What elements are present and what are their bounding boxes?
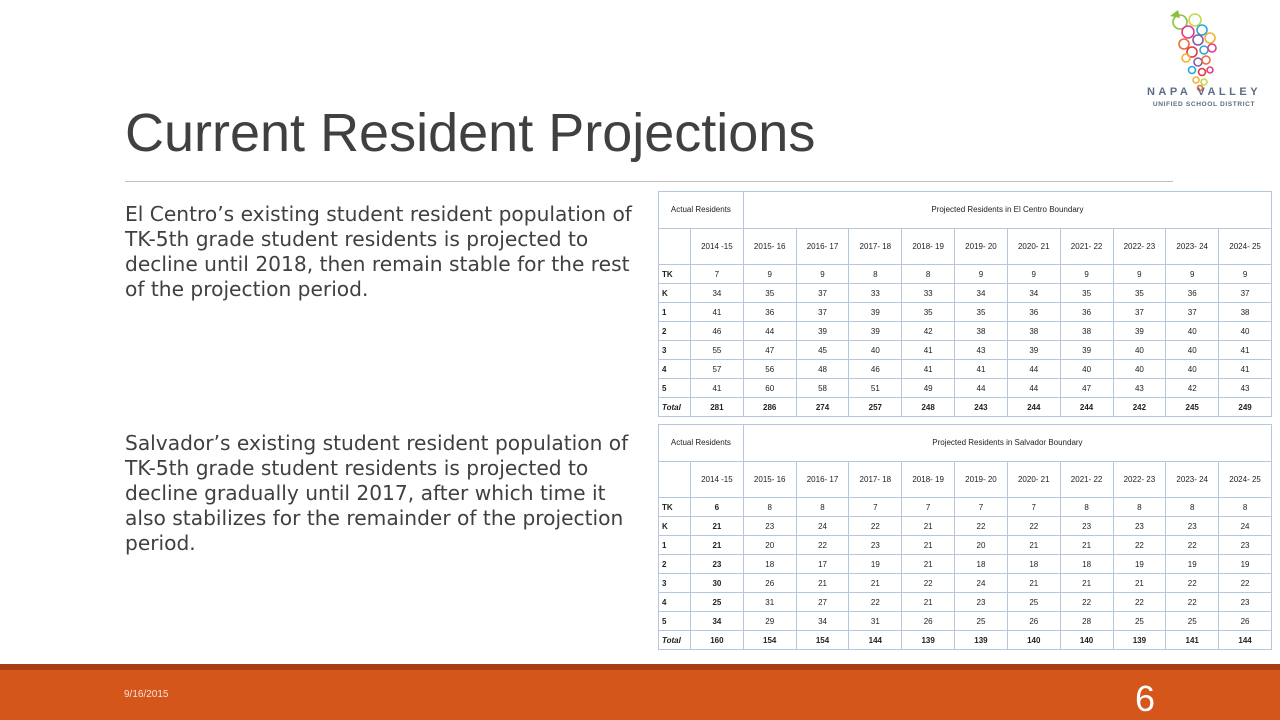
table-cell: 23 (691, 555, 744, 574)
year-header-cell: 2016- 17 (796, 229, 849, 265)
table-cell: 46 (691, 322, 744, 341)
table-cell: 23 (1166, 517, 1219, 536)
table-row (659, 303, 1272, 322)
table-cell: 40 (1166, 360, 1219, 379)
table-cell: 286 (743, 398, 796, 417)
table-cell: 35 (955, 303, 1008, 322)
table-cell: 39 (796, 322, 849, 341)
table-cell: 17 (796, 555, 849, 574)
table-cell: 21 (902, 555, 955, 574)
table-cell: 42 (1166, 379, 1219, 398)
grade-label: 3 (659, 341, 691, 360)
table-cell: 21 (902, 536, 955, 555)
table-cell: 22 (849, 517, 902, 536)
table-cell: 36 (743, 303, 796, 322)
table-cell: 34 (691, 612, 744, 631)
table-cell: 25 (955, 612, 1008, 631)
table-cell: 281 (691, 398, 744, 417)
table-cell: 244 (1060, 398, 1113, 417)
logo-grape-circle (1182, 26, 1194, 38)
table-cell: 43 (1113, 379, 1166, 398)
table-cell: 144 (1219, 631, 1272, 650)
table-cell: 38 (1007, 322, 1060, 341)
year-header-cell: 2021- 22 (1060, 229, 1113, 265)
table-cell: 8 (1166, 498, 1219, 517)
table-cell: 39 (849, 303, 902, 322)
table-cell: 140 (1007, 631, 1060, 650)
year-header-cell: 2014 -15 (691, 462, 744, 498)
grade-label: Total (659, 398, 691, 417)
table-cell: 22 (1113, 593, 1166, 612)
logo-grape-circle (1199, 69, 1206, 76)
table-row (659, 284, 1272, 303)
table-cell: 8 (1113, 498, 1166, 517)
table-cell: 7 (691, 265, 744, 284)
table-cell: 39 (1060, 341, 1113, 360)
table-cell: 47 (743, 341, 796, 360)
table-cell: 249 (1219, 398, 1272, 417)
table-cell: 20 (955, 536, 1008, 555)
table-cell: 35 (743, 284, 796, 303)
year-header-cell: 2014 -15 (691, 229, 744, 265)
table-cell: 56 (743, 360, 796, 379)
year-header-cell: 2020- 21 (1007, 229, 1060, 265)
table-cell: 41 (955, 360, 1008, 379)
logo-leaf (1170, 10, 1180, 18)
table-cell: 44 (743, 322, 796, 341)
table-cell: 44 (1007, 379, 1060, 398)
table-header-row (659, 192, 1272, 229)
logo-grape-circle (1202, 56, 1210, 64)
table-cell: 20 (743, 536, 796, 555)
table-cell: 40 (1219, 322, 1272, 341)
table-cell: 9 (1007, 265, 1060, 284)
year-header-cell: 2022- 23 (1113, 462, 1166, 498)
table-cell: 26 (743, 574, 796, 593)
year-header-cell: 2023- 24 (1166, 229, 1219, 265)
table-cell: 21 (691, 517, 744, 536)
grade-label: 2 (659, 322, 691, 341)
table-cell: 39 (849, 322, 902, 341)
year-header-row (659, 462, 1272, 498)
table-cell: 40 (1113, 341, 1166, 360)
table-cell: 19 (1113, 555, 1166, 574)
logo-grape-circle (1179, 39, 1189, 49)
table-cell: 40 (1166, 322, 1219, 341)
table-cell: 28 (1060, 612, 1113, 631)
table-cell: 144 (849, 631, 902, 650)
table-cell: 8 (743, 498, 796, 517)
table-cell: 25 (1007, 593, 1060, 612)
grade-label: 3 (659, 574, 691, 593)
table-cell: 27 (796, 593, 849, 612)
table-cell: 22 (902, 574, 955, 593)
table-cell: 9 (1113, 265, 1166, 284)
table-cell: 37 (796, 303, 849, 322)
table-cell: 8 (1060, 498, 1113, 517)
logo-grape-circle (1189, 67, 1196, 74)
table-cell: 26 (902, 612, 955, 631)
table-cell: 41 (1219, 341, 1272, 360)
table-cell: 7 (1007, 498, 1060, 517)
table-cell: 22 (849, 593, 902, 612)
table-row (659, 612, 1272, 631)
footer-date: 9/16/2015 (124, 689, 169, 700)
table-row (659, 498, 1272, 517)
table-cell: 24 (955, 574, 1008, 593)
year-header-cell: 2023- 24 (1166, 462, 1219, 498)
table-cell: 9 (955, 265, 1008, 284)
table-cell: 57 (691, 360, 744, 379)
table-cell: 40 (1113, 360, 1166, 379)
year-header-cell: 2017- 18 (849, 462, 902, 498)
table-cell: 9 (1060, 265, 1113, 284)
salvador-paragraph: Salvador’s existing student resident population of TK-5th grade student residents is projected to decline gradually until 2017, after which time it also stabilizes for the remainder of the projection period. (125, 431, 629, 555)
table-cell: 38 (1219, 303, 1272, 322)
table-row (659, 517, 1272, 536)
grade-label: 1 (659, 536, 691, 555)
table-cell: 21 (1113, 574, 1166, 593)
table-row (659, 265, 1272, 284)
table-cell: 139 (955, 631, 1008, 650)
table-cell: 25 (691, 593, 744, 612)
table-cell: 43 (1219, 379, 1272, 398)
table-cell: 34 (1007, 284, 1060, 303)
table-cell: 21 (849, 574, 902, 593)
table-cell: 22 (1166, 593, 1219, 612)
table-cell: 22 (1007, 517, 1060, 536)
grade-label: TK (659, 265, 691, 284)
table-cell: 18 (955, 555, 1008, 574)
table-cell: 24 (796, 517, 849, 536)
logo-grape-circle (1182, 54, 1190, 62)
table-cell: 40 (1060, 360, 1113, 379)
table-cell: 46 (849, 360, 902, 379)
logo-text-line2: UNIFIED SCHOOL DISTRICT (1152, 101, 1256, 108)
table-cell: 243 (955, 398, 1008, 417)
table-cell: 41 (1219, 360, 1272, 379)
table-cell: 6 (691, 498, 744, 517)
year-header-cell: 2015- 16 (743, 229, 796, 265)
blank-cell (659, 229, 691, 265)
table-cell: 37 (796, 284, 849, 303)
table-cell: 23 (1219, 593, 1272, 612)
table-cell: 19 (849, 555, 902, 574)
table-cell: 139 (1113, 631, 1166, 650)
table-cell: 60 (743, 379, 796, 398)
logo-grape-circle (1193, 35, 1203, 45)
table-cell: 154 (743, 631, 796, 650)
grade-label: K (659, 284, 691, 303)
grade-label: TK (659, 498, 691, 517)
table-cell: 23 (1219, 536, 1272, 555)
table-row (659, 555, 1272, 574)
table-cell: 44 (955, 379, 1008, 398)
actual-residents-header: Actual Residents (659, 192, 744, 229)
table-cell: 160 (691, 631, 744, 650)
table-row (659, 379, 1272, 398)
table-cell: 22 (1219, 574, 1272, 593)
table-cell: 9 (1166, 265, 1219, 284)
table-cell: 33 (902, 284, 955, 303)
year-header-cell: 2017- 18 (849, 229, 902, 265)
table-cell: 37 (1219, 284, 1272, 303)
table-cell: 9 (743, 265, 796, 284)
table-cell: 37 (1113, 303, 1166, 322)
table-row (659, 593, 1272, 612)
grade-label: 1 (659, 303, 691, 322)
year-header-cell: 2016- 17 (796, 462, 849, 498)
table-cell: 19 (1219, 555, 1272, 574)
table-cell: 21 (1007, 536, 1060, 555)
table-cell: 22 (796, 536, 849, 555)
table-cell: 25 (1113, 612, 1166, 631)
el-centro-projection-table (658, 191, 1272, 417)
table-cell: 257 (849, 398, 902, 417)
logo-grape-circle (1207, 67, 1213, 73)
table-cell: 58 (796, 379, 849, 398)
table-cell: 21 (902, 593, 955, 612)
table-cell: 245 (1166, 398, 1219, 417)
table-cell: 9 (1219, 265, 1272, 284)
table-cell: 34 (955, 284, 1008, 303)
table-cell: 40 (1166, 341, 1219, 360)
table-row (659, 631, 1272, 650)
table-cell: 23 (849, 536, 902, 555)
table-cell: 21 (1060, 536, 1113, 555)
logo-grape-circle (1205, 33, 1215, 43)
year-header-cell: 2021- 22 (1060, 462, 1113, 498)
table-cell: 244 (1007, 398, 1060, 417)
logo-grape-circle (1193, 77, 1199, 83)
logo-grape-circle (1208, 44, 1216, 52)
table-cell: 7 (902, 498, 955, 517)
table-cell: 34 (796, 612, 849, 631)
table-cell: 7 (955, 498, 1008, 517)
projected-residents-header: Projected Residents in El Centro Boundary (743, 192, 1271, 229)
salvador-projection-table (658, 424, 1272, 650)
table-cell: 22 (1166, 574, 1219, 593)
table-cell: 274 (796, 398, 849, 417)
grade-label: Total (659, 631, 691, 650)
table-cell: 22 (955, 517, 1008, 536)
table-cell: 48 (796, 360, 849, 379)
year-header-cell: 2019- 20 (955, 229, 1008, 265)
slide-title: Current Resident Projections (125, 103, 816, 163)
table-cell: 23 (955, 593, 1008, 612)
table-cell: 7 (849, 498, 902, 517)
table-cell: 141 (1166, 631, 1219, 650)
year-header-cell: 2015- 16 (743, 462, 796, 498)
table-cell: 37 (1166, 303, 1219, 322)
table-cell: 38 (1060, 322, 1113, 341)
grade-label: K (659, 517, 691, 536)
table-cell: 34 (691, 284, 744, 303)
table-cell: 41 (902, 360, 955, 379)
page-number: 6 (1135, 678, 1156, 719)
year-header-cell: 2018- 19 (902, 229, 955, 265)
logo-grape-circle (1194, 58, 1202, 66)
table-cell: 8 (849, 265, 902, 284)
table-cell: 44 (1007, 360, 1060, 379)
table-cell: 8 (796, 498, 849, 517)
table-cell: 30 (691, 574, 744, 593)
table-cell: 40 (849, 341, 902, 360)
grade-label: 4 (659, 360, 691, 379)
table-cell: 21 (796, 574, 849, 593)
year-header-cell: 2020- 21 (1007, 462, 1060, 498)
title-divider (125, 181, 1173, 182)
table-cell: 36 (1166, 284, 1219, 303)
table-cell: 21 (691, 536, 744, 555)
table-cell: 23 (743, 517, 796, 536)
table-cell: 22 (1113, 536, 1166, 555)
year-header-cell: 2018- 19 (902, 462, 955, 498)
table-header-row (659, 425, 1272, 462)
year-header-cell: 2024- 25 (1219, 462, 1272, 498)
footer-bar (0, 670, 1280, 720)
year-header-cell: 2019- 20 (955, 462, 1008, 498)
logo-grape-circle (1200, 46, 1208, 54)
grade-label: 4 (659, 593, 691, 612)
table-cell: 42 (902, 322, 955, 341)
table-cell: 23 (1113, 517, 1166, 536)
year-header-cell: 2022- 23 (1113, 229, 1166, 265)
table-cell: 49 (902, 379, 955, 398)
blank-cell (659, 462, 691, 498)
table-cell: 35 (902, 303, 955, 322)
table-cell: 55 (691, 341, 744, 360)
table-row (659, 536, 1272, 555)
table-cell: 45 (796, 341, 849, 360)
table-cell: 39 (1113, 322, 1166, 341)
table-cell: 26 (1219, 612, 1272, 631)
table-cell: 8 (902, 265, 955, 284)
table-cell: 41 (691, 379, 744, 398)
table-cell: 47 (1060, 379, 1113, 398)
grade-label: 5 (659, 612, 691, 631)
table-cell: 24 (1219, 517, 1272, 536)
table-cell: 39 (1007, 341, 1060, 360)
table-cell: 35 (1113, 284, 1166, 303)
table-cell: 21 (902, 517, 955, 536)
table-cell: 139 (902, 631, 955, 650)
table-cell: 21 (1007, 574, 1060, 593)
grade-label: 2 (659, 555, 691, 574)
table-cell: 26 (1007, 612, 1060, 631)
table-cell: 140 (1060, 631, 1113, 650)
table-row (659, 322, 1272, 341)
actual-residents-header: Actual Residents (659, 425, 744, 462)
table-cell: 43 (955, 341, 1008, 360)
table-cell: 38 (955, 322, 1008, 341)
table-cell: 22 (1166, 536, 1219, 555)
year-header-row (659, 229, 1272, 265)
table-cell: 18 (1007, 555, 1060, 574)
logo-grape-circle (1201, 79, 1207, 85)
table-cell: 31 (743, 593, 796, 612)
table-cell: 8 (1219, 498, 1272, 517)
table-cell: 36 (1007, 303, 1060, 322)
table-cell: 36 (1060, 303, 1113, 322)
table-cell: 22 (1060, 593, 1113, 612)
year-header-cell: 2024- 25 (1219, 229, 1272, 265)
logo-grape-circle (1197, 25, 1207, 35)
table-cell: 33 (849, 284, 902, 303)
table-cell: 9 (796, 265, 849, 284)
table-row (659, 574, 1272, 593)
table-cell: 29 (743, 612, 796, 631)
table-cell: 31 (849, 612, 902, 631)
el-centro-paragraph: El Centro’s existing student resident population of TK-5th grade student residents is projected to decline until 2018, then remain stable for the rest of the projection period. (125, 202, 632, 301)
table-cell: 51 (849, 379, 902, 398)
table-cell: 18 (743, 555, 796, 574)
table-cell: 41 (902, 341, 955, 360)
table-row (659, 341, 1272, 360)
logo-grape-circle (1189, 14, 1201, 26)
table-cell: 23 (1060, 517, 1113, 536)
table-cell: 18 (1060, 555, 1113, 574)
table-cell: 21 (1060, 574, 1113, 593)
projected-residents-header: Projected Residents in Salvador Boundary (743, 425, 1271, 462)
table-cell: 41 (691, 303, 744, 322)
table-cell: 25 (1166, 612, 1219, 631)
grade-label: 5 (659, 379, 691, 398)
table-cell: 154 (796, 631, 849, 650)
table-cell: 35 (1060, 284, 1113, 303)
logo-text-line1: NAPA VALLEY (1146, 86, 1262, 98)
table-row (659, 360, 1272, 379)
table-row (659, 398, 1272, 417)
table-cell: 248 (902, 398, 955, 417)
table-cell: 242 (1113, 398, 1166, 417)
table-cell: 19 (1166, 555, 1219, 574)
